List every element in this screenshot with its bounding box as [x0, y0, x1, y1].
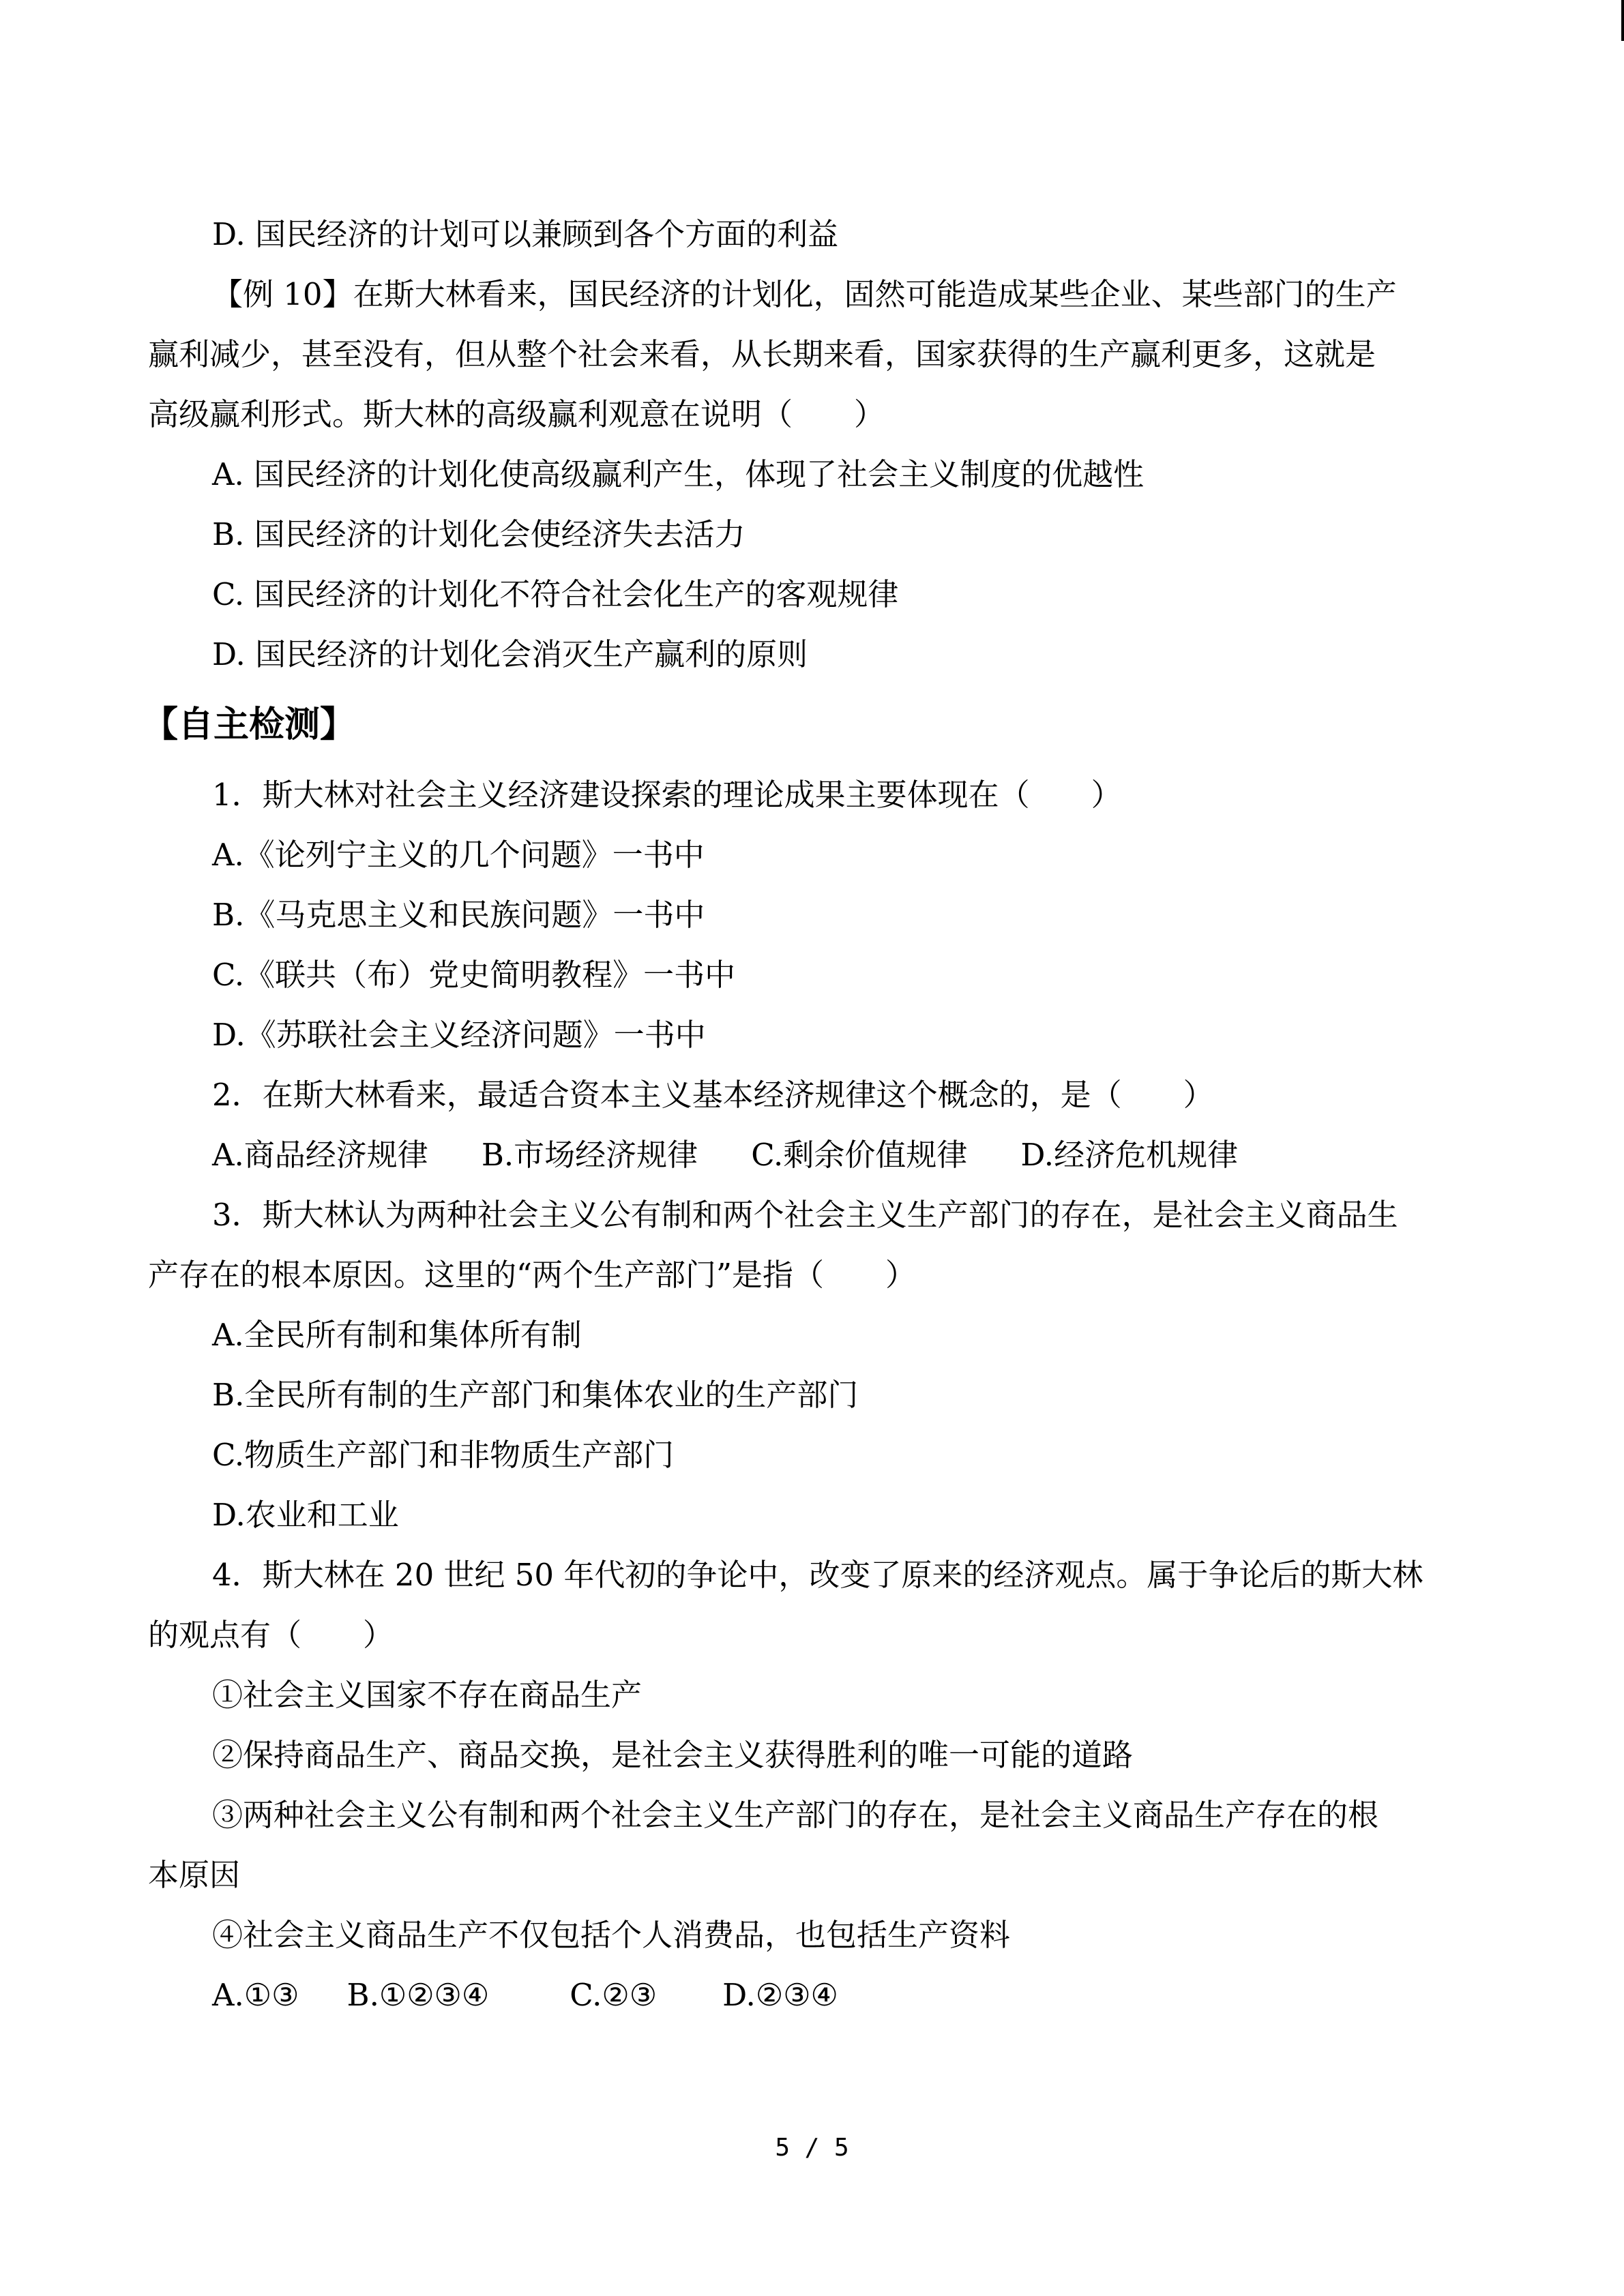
q4-stem-line1: 4．斯大林在 20 世纪 50 年代初的争论中，改变了原来的经济观点。属于争论后的斯大林 [212, 1557, 1423, 1593]
q2-option-b: B.市场经济规律 [481, 1137, 698, 1173]
q4-item-2: ②保持商品生产、商品交换，是社会主义获得胜利的唯一可能的道路 [212, 1737, 1134, 1773]
q4-option-a: A.①③ [212, 1977, 299, 2013]
q4-option-d: D.②③④ [722, 1977, 838, 2013]
q3-stem-line2: 产存在的根本原因。这里的“两个生产部门”是指（ ） [148, 1257, 917, 1293]
example10-option-d: D. 国民经济的计划化会消灭生产赢利的原则 [212, 636, 808, 672]
example10-option-b: B. 国民经济的计划化会使经济失去活力 [212, 516, 745, 552]
example10-stem-line2: 赢利减少，甚至没有，但从整个社会来看，从长期来看，国家获得的生产赢利更多，这就是 [148, 336, 1376, 372]
q3-option-d: D.农业和工业 [212, 1497, 399, 1533]
q3-stem-line1: 3．斯大林认为两种社会主义公有制和两个社会主义生产部门的存在，是社会主义商品生 [212, 1197, 1398, 1233]
q4-options-row [148, 1965, 1478, 2025]
q1-option-a: A.《论列宁主义的几个问题》一书中 [212, 837, 705, 873]
q1-option-c: C.《联共（布）党史简明教程》一书中 [212, 957, 736, 993]
example10-stem-line1: 【例 10】在斯大林看来，国民经济的计划化，固然可能造成某些企业、某些部门的生产 [212, 276, 1397, 312]
example10-option-a: A. 国民经济的计划化使高级赢利产生，体现了社会主义制度的优越性 [212, 456, 1145, 492]
q3-option-c: C.物质生产部门和非物质生产部门 [212, 1437, 675, 1473]
q4-option-c: C.②③ [570, 1977, 658, 2013]
q1-option-b: B.《马克思主义和民族问题》一书中 [212, 897, 705, 933]
q4-item-4: ④社会主义商品生产不仅包括个人消费品，也包括生产资料 [212, 1917, 1011, 1953]
page-number: 5 / 5 [775, 2134, 849, 2162]
q4-item-1: ①社会主义国家不存在商品生产 [212, 1677, 643, 1713]
q4-item-3: ③两种社会主义公有制和两个社会主义生产部门的存在，是社会主义商品生产存在的根 [212, 1797, 1379, 1833]
example10-stem-line3: 高级赢利形式。斯大林的高级赢利观意在说明（ ） [148, 396, 885, 432]
corner-mark [1621, 0, 1624, 41]
document-page [143, 205, 1478, 2025]
q2-option-d: D.经济危机规律 [1020, 1137, 1239, 1173]
example9-option-d: D. 国民经济的计划可以兼顾到各个方面的利益 [212, 216, 839, 252]
q2-option-c: C.剩余价值规律 [751, 1137, 968, 1173]
q4-item-3-cont: 本原因 [148, 1857, 241, 1893]
example10-option-c: C. 国民经济的计划化不符合社会化生产的客观规律 [212, 576, 899, 612]
q2-option-a: A.商品经济规律 [212, 1137, 428, 1173]
q2-options-row [148, 1125, 1478, 1185]
q4-stem-line2: 的观点有（ ） [148, 1617, 394, 1653]
q2-stem: 2．在斯大林看来，最适合资本主义基本经济规律这个概念的，是（ ） [212, 1077, 1214, 1113]
q3-option-b: B.全民所有制的生产部门和集体农业的生产部门 [212, 1377, 859, 1413]
q4-option-b: B.①②③④ [346, 1977, 490, 2013]
q1-option-d: D.《苏联社会主义经济问题》一书中 [212, 1017, 706, 1053]
section-title-self-check: 【自主检测】 [143, 704, 356, 745]
q1-stem: 1．斯大林对社会主义经济建设探索的理论成果主要体现在（ ） [212, 777, 1122, 813]
q3-option-a: A.全民所有制和集体所有制 [212, 1317, 582, 1353]
